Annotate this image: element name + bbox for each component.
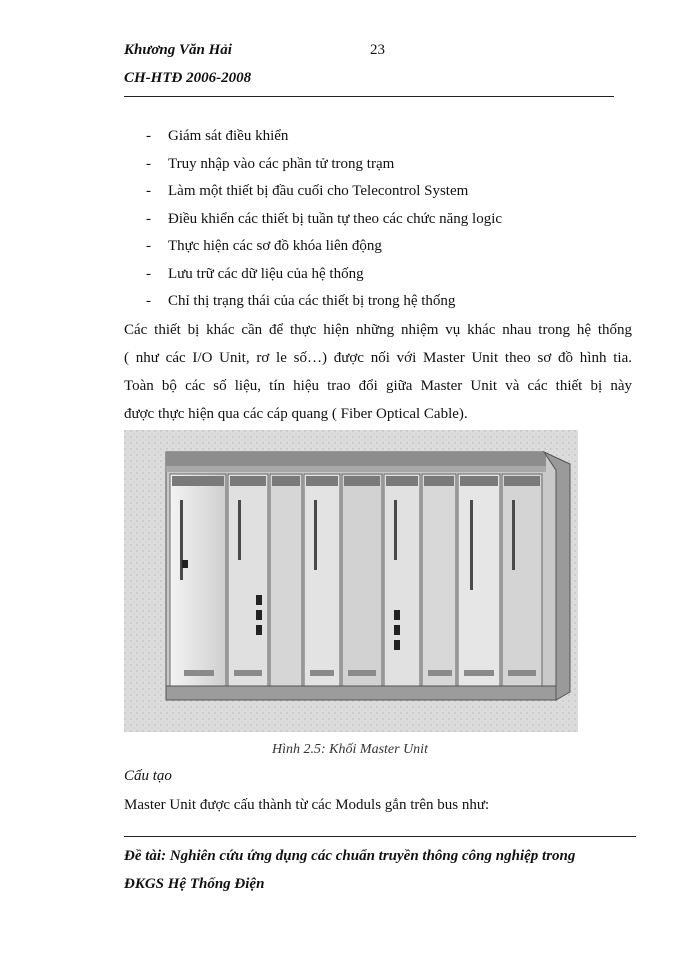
bullet-dash: - bbox=[146, 210, 151, 227]
list-item bbox=[146, 289, 502, 317]
list-item bbox=[146, 234, 502, 262]
list-item bbox=[146, 152, 502, 180]
list-item-text: Lưu trữ các dữ liệu của hệ thống bbox=[168, 265, 364, 282]
master-unit-photo bbox=[124, 430, 578, 732]
list-item bbox=[146, 179, 502, 207]
figure-caption: Hình 2.5: Khối Master Unit bbox=[272, 742, 428, 757]
list-item-text: Giám sát điều khiển bbox=[168, 128, 289, 144]
bullet-dash: - bbox=[146, 155, 151, 172]
footer-topic-line: Đề tài: Nghiên cứu ứng dụng các chuẩn truyền thông công nghiệp trong bbox=[124, 848, 576, 864]
section-intro: Master Unit được cấu thành từ các Moduls gắn trên bus như: bbox=[124, 797, 490, 813]
bullet-dash: - bbox=[146, 293, 151, 309]
bullet-dash: - bbox=[146, 238, 151, 254]
paragraph-line: ( như các I/O Unit, rơ le số…) được nối với Master Unit theo sơ đồ hình tia. bbox=[124, 350, 632, 366]
bullet-dash: - bbox=[146, 265, 151, 282]
list-item-text: Điều khiển các thiết bị tuần tự theo các chức năng logic bbox=[168, 210, 503, 227]
body-paragraph bbox=[124, 316, 632, 428]
footer-topic-line: ĐKGS Hệ Thống Điện bbox=[124, 876, 265, 892]
list-item bbox=[146, 262, 502, 290]
page-number: 23 bbox=[370, 42, 385, 58]
function-list bbox=[146, 124, 502, 317]
paragraph-line: được thực hiện qua các cáp quang ( Fiber Optical Cable). bbox=[124, 406, 468, 422]
list-item bbox=[146, 124, 502, 152]
list-item-text: Làm một thiết bị đầu cuối cho Telecontrol System bbox=[168, 183, 469, 199]
paragraph-line: Toàn bộ các số liệu, tín hiệu trao đổi giữa Master Unit và các thiết bị này bbox=[124, 378, 632, 394]
bullet-dash: - bbox=[146, 183, 151, 199]
paragraph-line: Các thiết bị khác cần để thực hiện những nhiệm vụ khác nhau trong hệ thống bbox=[124, 322, 632, 338]
footer-topic bbox=[124, 842, 636, 898]
section-subheading: Cấu tạo bbox=[124, 768, 172, 784]
list-item-text: Thực hiện các sơ đồ khóa liên động bbox=[168, 238, 382, 254]
header-divider bbox=[124, 96, 614, 97]
list-item-text: Chỉ thị trạng thái của các thiết bị trong hệ thống bbox=[168, 293, 456, 309]
bullet-dash: - bbox=[146, 128, 151, 144]
list-item bbox=[146, 207, 502, 235]
header-course: CH-HTĐ 2006-2008 bbox=[124, 70, 252, 86]
list-item-text: Truy nhập vào các phần tử trong trạm bbox=[168, 155, 395, 172]
header-author: Khương Văn Hải bbox=[124, 42, 232, 58]
footer-divider bbox=[124, 836, 636, 837]
